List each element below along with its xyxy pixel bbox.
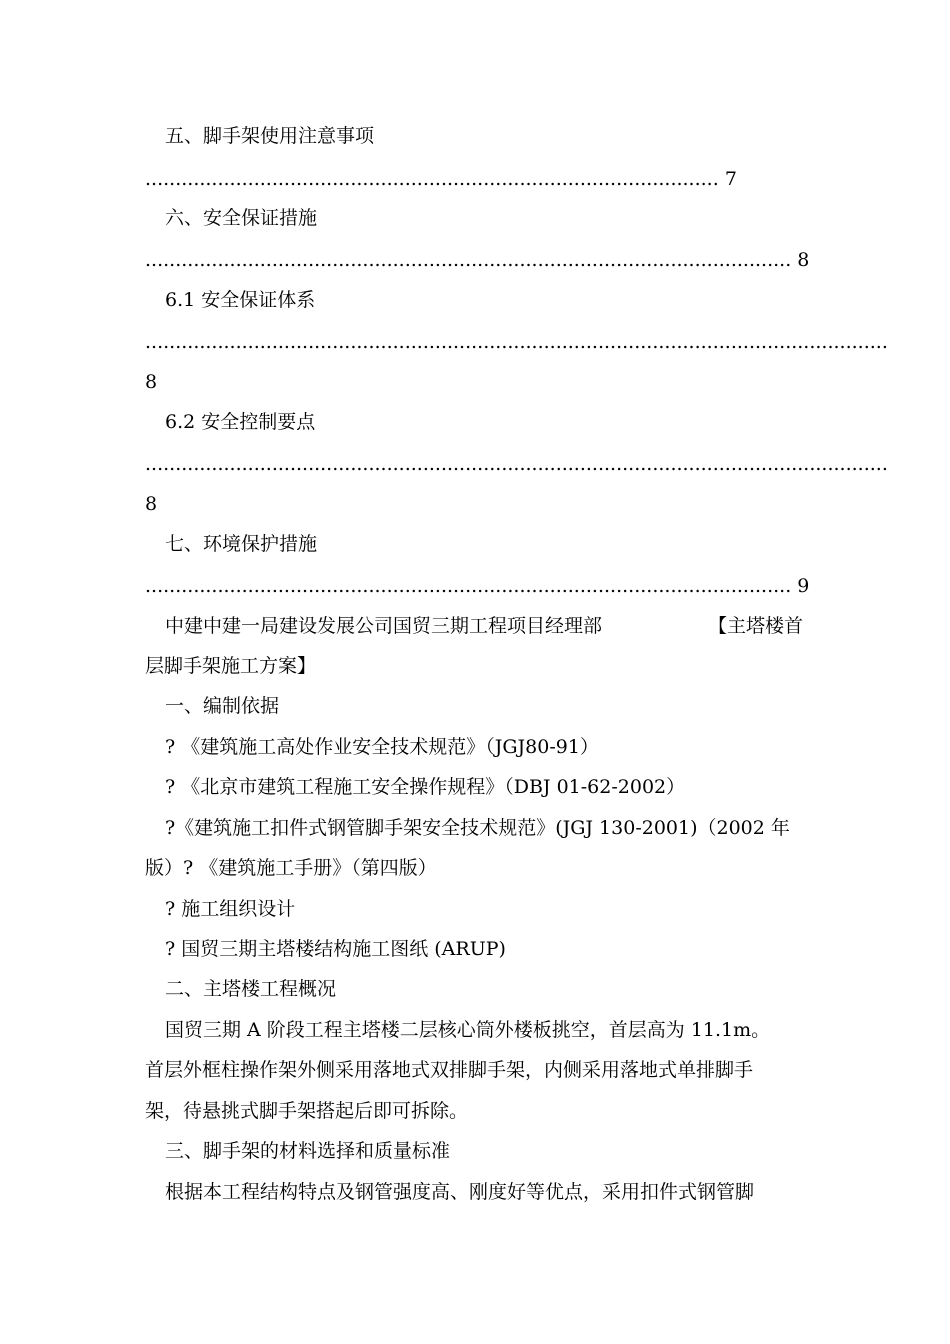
- toc-dots: ...............................................................................................: [145, 168, 719, 190]
- section-heading: 一、编制依据: [165, 695, 280, 717]
- toc-entry-title: 6.2 安全控制要点: [165, 411, 316, 433]
- reference-item: ? 国贸三期主塔楼结构施工图纸 (ARUP): [165, 938, 506, 960]
- paragraph-line: 根据本工程结构特点及钢管强度高、刚度好等优点，采用扣件式钢管脚: [165, 1181, 755, 1203]
- toc-entry-leader: [145, 574, 809, 598]
- reference-item-continued: 版）? 《建筑施工手册》（第四版）: [145, 857, 437, 879]
- reference-item: ? 施工组织设计: [165, 898, 296, 920]
- toc-entry-title: 七、环境保护措施: [165, 533, 318, 555]
- header-document-title-continued: 层脚手架施工方案】: [145, 655, 317, 677]
- paragraph-line: 首层外框柱操作架外侧采用落地式双排脚手架，内侧采用落地式单排脚手: [145, 1059, 754, 1081]
- toc-entry-title: 六、安全保证措施: [165, 207, 318, 229]
- toc-entry-leader: [145, 330, 888, 354]
- toc-entry-leader: [145, 167, 737, 191]
- toc-page-number: 7: [724, 168, 737, 190]
- toc-dots: ...........................................................................................................................: [145, 453, 888, 475]
- toc-dots: ...........................................................................................................................: [145, 331, 888, 353]
- header-organization: 中建中建一局建设发展公司国贸三期工程项目经理部: [165, 615, 603, 637]
- toc-entry-leader: [145, 248, 809, 272]
- header-document-title: 【主塔楼首: [708, 615, 804, 637]
- section-heading: 二、主塔楼工程概况: [165, 978, 337, 1000]
- reference-item: ? 《建筑施工高处作业安全技术规范》（JGJ80-91）: [165, 736, 599, 758]
- paragraph-line: 国贸三期 A 阶段工程主塔楼二层核心筒外楼板挑空，首层高为 11.1m。: [165, 1019, 771, 1041]
- toc-dots: ...........................................................................................................: [145, 575, 792, 597]
- toc-page-number: 8: [145, 493, 158, 515]
- paragraph-line: 架，待悬挑式脚手架搭起后即可拆除。: [145, 1100, 469, 1122]
- toc-entry-title: 五、脚手架使用注意事项: [165, 125, 375, 147]
- section-heading: 三、脚手架的材料选择和质量标准: [165, 1140, 451, 1162]
- toc-page-number: 8: [797, 249, 810, 271]
- reference-item: ? 《北京市建筑工程施工安全操作规程》（DBJ 01-62-2002）: [165, 776, 686, 798]
- reference-item: ?《建筑施工扣件式钢管脚手架安全技术规范》(JGJ 130-2001)（2002 年: [165, 817, 790, 839]
- toc-page-number: 9: [797, 575, 810, 597]
- toc-dots: ...........................................................................................................: [145, 249, 792, 271]
- toc-entry-leader: [145, 452, 888, 476]
- toc-page-number: 8: [145, 371, 158, 393]
- toc-entry-title: 6.1 安全保证体系: [165, 289, 316, 311]
